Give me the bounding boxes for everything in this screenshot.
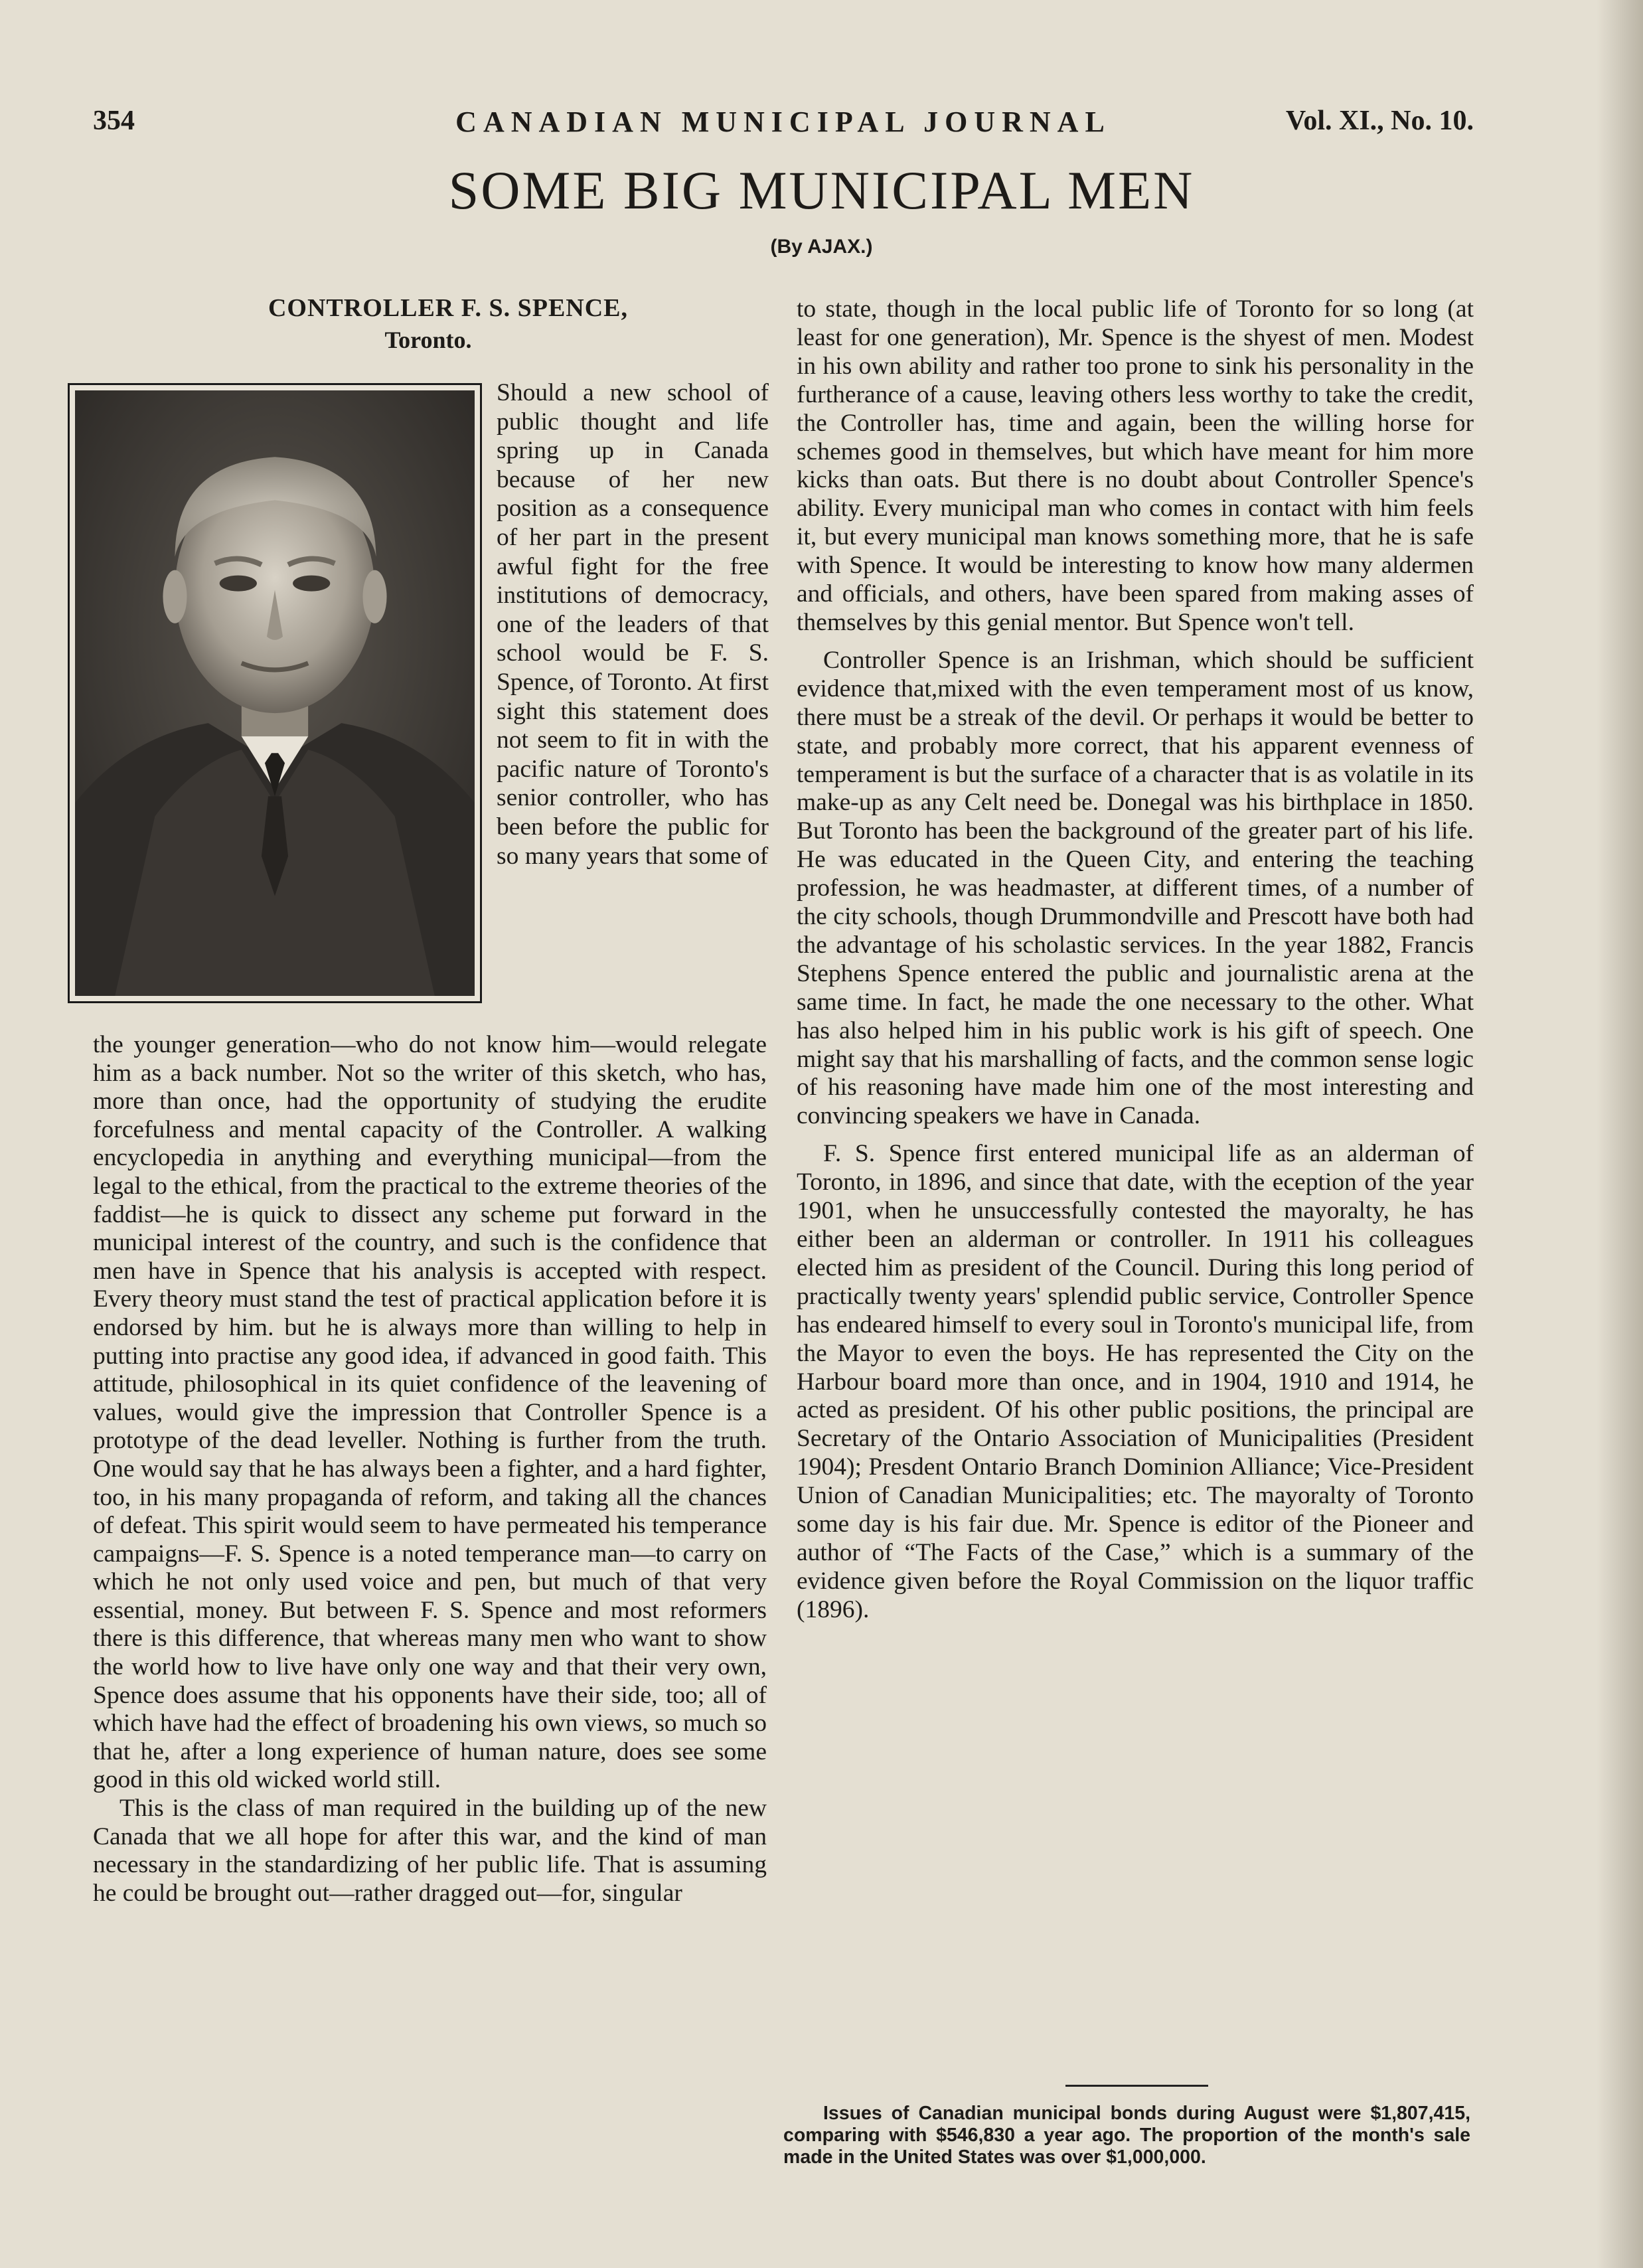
journal-name: CANADIAN MUNICIPAL JOURNAL (455, 106, 1111, 138)
footnote-divider (1065, 2085, 1208, 2087)
article-byline: (By AJAX.) (770, 236, 873, 258)
bond-notice (783, 2103, 1470, 2168)
right-paragraph-3: F. S. Spence first entered municipal life as an alderman of Toronto, in 1896, and since that date, with the eception of the year 1901, when he unsuccessfully contested the mayoralty, he has either been an alderman or controller. In 1911 his colleagues elected him as president of the Council. During this long period of practically twenty years' splendid public service, Controller Spence has endeared himself to every soul in Toronto's municipal life, from the Mayor to even the boys. He has represented the City on the Harbour board more than once, and in 1904, 1910 and 1914, he acted as president. Of his other public positions, the principal are Secretary of the Ontario Association of Municipalities (President 1904); Presdent Ontario Branch Dominion Alliance; Vice-President Union of Canadian Municipalities; etc. The mayoralty of Toronto some day is his fair due. Mr. Spence is editor of the Pioneer and author of “The Facts of the Case,” which is a summary of the evidence given before the Royal Commission on the liquor traffic (1896). (797, 1140, 1474, 1623)
section-subhead (93, 292, 763, 356)
left-column-body (93, 1031, 767, 1907)
page-edge-shadow (1597, 0, 1643, 2268)
running-header (93, 100, 1474, 146)
left-column-heading (93, 292, 763, 356)
volume-issue: Vol. XI., No. 10. (1285, 106, 1474, 136)
left-paragraph-1: the younger generation—who do not know him—would relegate him as a back number. Not so the writer of this sketch, who has, more than once, had the opportunity of studying the erudite forcefulness and mental capacity of the Controller. A walking encyclopedia in anything and everything municipal—from the legal to the ethical, from the practical to the extreme theories of the faddist—he is quick to dissect any scheme put forward in the municipal interest of the country, and such is the confidence that men have in Spence that his analysis is accepted with respect. Every theory must stand the test of practical application before it is endorsed by him. but he is always more than willing to help in putting into practise any good idea, if advanced in good faith. This attitude, philosophical in its quiet confidence of the leavening of values, would give the impression that Controller Spence is a prototype of the dead leveller. Nothing is further from the truth. One would say that he has always been a fighter, and a hard fighter, too, in his many propaganda of reform, and taking all the chances of defeat. This spirit would seem to have permeated his temperance campaigns—F. S. Spence is a noted temperance man—to carry on which he not only used voice and pen, but much of that very essential, money. But between F. S. Spence and most reformers there is this difference, that whereas many men who want to show the world how to live have only one way and that their very own, Spence does assume that his opponents have their side, too; all of which have had the effect of broadening his own views, so much so that he, after a long experience of human nature, does see some good in this old wicked world still. (93, 1031, 767, 1794)
article-title: SOME BIG MUNICIPAL MEN (448, 160, 1195, 220)
wrap-text-block (497, 378, 769, 870)
bond-notice-text: Issues of Canadian municipal bonds during August were $1,807,415, comparing with $546,830 a year ago. The proportion of the month's sale made in the United States was over $1,000,000. (783, 2103, 1470, 2168)
right-column-body (797, 295, 1474, 1634)
wrap-paragraph: Should a new school of public thought and life spring up in Canada because of her new position as a consequence of her part in the present awful fight for the free institutions of democracy, one of the leaders of that school would be F. S. Spence, of Toronto. At first sight this statement does not seem to fit in with the pacific nature of Toronto's senior controller, who has been before the public for so many years that some of (497, 379, 769, 870)
left-paragraph-2: This is the class of man required in the building up of the new Canada that we all hope for after this war, and the kind of man necessary in the standardizing of her public life. That is assuming he could be brought out—rather dragged out—for, singular (93, 1795, 767, 1907)
section-subhead-name: CONTROLLER F. S. SPENCE, (268, 294, 629, 322)
portrait-frame (68, 383, 482, 1003)
right-paragraph-1: to state, though in the local public life of Toronto for so long (at least for one generation), Mr. Spence is the shyest of men. Modest in his own ability and rather too prone to sink his personality in the furtherance of a cause, leaving others less worthy to take the credit, the Controller has, time and again, been the willing horse for schemes good in themselves, but which have meant for him more kicks than oats. But there is no doubt about Controller Spence's ability. Every municipal man who comes in contact with him feels it, but every municipal man knows something more, that he is safe with Spence. It would be interesting to know how many aldermen and officials, and others, have been spared from making asses of themselves by this genial mentor. But Spence won't tell. (797, 295, 1474, 636)
portrait-illustration (75, 390, 475, 996)
portrait-photo-icon (75, 390, 475, 996)
page-number: 354 (93, 106, 135, 136)
right-paragraph-2: Controller Spence is an Irishman, which should be sufficient evidence that,mixed with the even temperament most of us know, there must be a streak of the devil. Or perhaps it would be better to state, and probably more correct, that his apparent evenness of temperament is but the surface of a character that is as volatile in its make-up as any Celt need be. Donegal was his birthplace in 1850. But Toronto has been the background of the greater part of his life. He was educated in the Queen City, and entering the teaching profession, he was headmaster, at different times, of a number of the city schools, though Drummondville and Prescott have both had the advantage of his scholastic services. In the year 1882, Francis Stephens Spence entered the public and journalistic arena at the same time. In fact, he made the one necessary to the other. What has also helped him in his public work is his gift of speech. One might say that his marshalling of facts, and the common sense logic of his reasoning have made him one of the most interesting and convincing speakers we have in Canada. (797, 646, 1474, 1130)
section-subhead-place: Toronto. (384, 327, 472, 353)
